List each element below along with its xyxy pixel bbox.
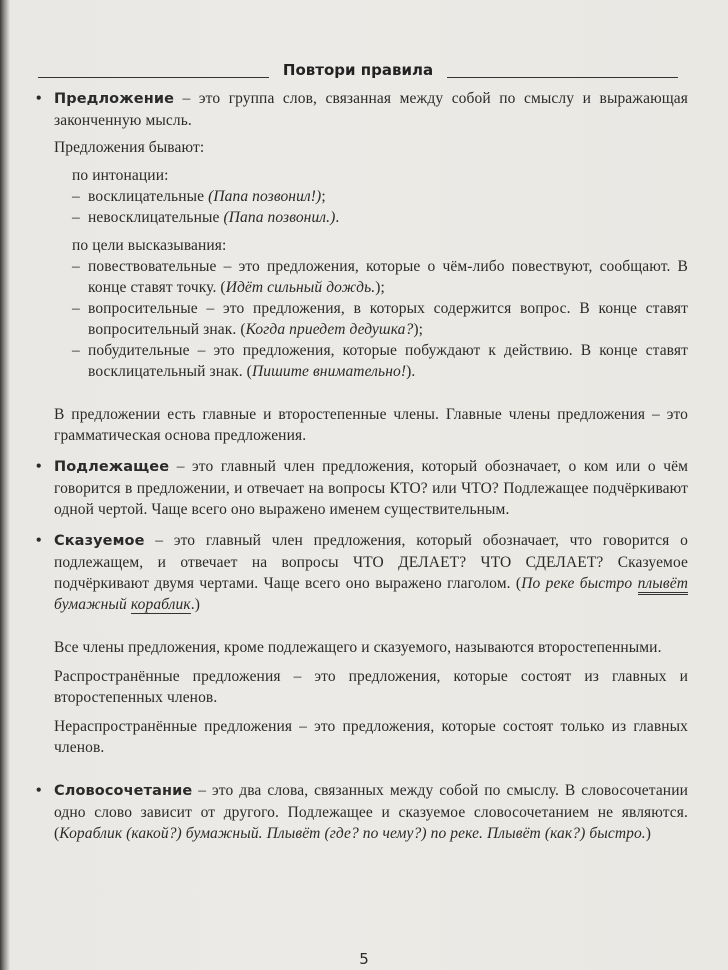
item-exclamatory: – восклицательные (Папа позвонил!); [72, 188, 326, 205]
example-interrogative: Когда приедет дедушка? [245, 321, 414, 338]
definition-sentence: – это группа слов, связанная между собой по смыслу и выражающая законченную мысль. [54, 90, 688, 129]
example-imperative: Пишите внимательно! [251, 363, 407, 380]
example-exclamatory: (Папа позвонил!) [208, 188, 322, 205]
header-rule-right [447, 77, 678, 78]
sentence-kinds: Предложения бывают: [54, 139, 205, 156]
bullet-icon: • [36, 782, 42, 799]
term-sentence: Предложение [54, 91, 175, 107]
item-imperative: – побудительные – это предложения, которые побуждают к действию. В конце ставят восклицательный знак. (Пишите внимательно!). [72, 342, 688, 380]
rule-predicate: • Сказуемое – это главный член предложения, который обозначает, что говорится о подлежащем, и отвечает на вопросы ЧТО ДЕЛАЕТ? ЧТО СДЕЛАЕТ? Сказуемое подчёркивают двумя чертами. Чаще всего оно выражено глаголом. (По реке быстро плывёт бумажный кораблик.) [36, 532, 688, 613]
page-number: 5 [359, 950, 369, 968]
dash-mark: – [72, 258, 80, 275]
term-predicate: Сказуемое [54, 533, 145, 549]
bullet-icon: • [36, 458, 42, 475]
term-word-combination: Словосочетание [54, 783, 193, 799]
paragraph-main-members: В предложении есть главные и второстепенные члены. Главные члены предложения – это грамматическая основа предложения. [54, 406, 688, 444]
by-intonation-heading: по интонации: [72, 167, 169, 184]
bullet-icon: • [36, 90, 42, 107]
term-subject: Подлежащее [54, 459, 170, 475]
section-title: Повтори правила [282, 61, 434, 79]
example-nonexclamatory: (Папа позвонил.) [223, 209, 336, 226]
rules-content [36, 88, 688, 844]
item-interrogative: – вопросительные – это предложения, в которых содержится вопрос. В конце ставят вопросительный знак. (Когда приедет дедушка?); [72, 300, 688, 338]
rule-sentence [36, 88, 688, 131]
paragraph-extended-sentences: Распространённые предложения – это предложения, которые состоят из главных и второстепенных членов. [54, 668, 688, 706]
rule-subject [36, 456, 688, 520]
dash-mark: – [72, 300, 80, 317]
definition-word-combination: – это два слова, связанных между собой по смыслу. В словосочетании одно слово зависит от другого. Подлежащее и сказуемое словосочетанием не являются. ( [54, 782, 688, 842]
paragraph-secondary-members: Все члены предложения, кроме подлежащего и сказуемого, называются второстепенными. [54, 639, 662, 656]
section-header [38, 58, 678, 82]
definition-predicate: – это главный член предложения, который обозначает, что говорится о подлежащем, и отвечает на вопросы ЧТО ДЕЛАЕТ? ЧТО СДЕЛАЕТ? Сказуемое подчёркивают двумя чертами. Чаще всего оно выражено глаголом. ( [54, 532, 688, 592]
definition-subject: – это главный член предложения, который обозначает, о ком или о чём говорится в предложении, и отвечает на вопросы КТО? или ЧТО? Подлежащее подчёркивают одной чертой. Чаще всего оно выражено именем существительным. [54, 458, 688, 518]
dash-mark: – [72, 342, 80, 359]
example-word-combination: Кораблик (какой?) бумажный. Плывёт (где? по чему?) по реке. Плывёт (как?) быстро. [59, 825, 646, 842]
item-narrative: – повествовательные – это предложения, которые о чём-либо повествуют, сообщают. В конце ставят точку. (Идёт сильный дождь.); [72, 258, 688, 296]
rule-word-combination: • Словосочетание – это два слова, связанных между собой по смыслу. В словосочетании одно слово зависит от другого. Подлежащее и сказуемое словосочетанием не являются. (Кораблик (какой?) бумажный. Плывёт (где? по чему?) по реке. Плывёт (как?) быстро.) [36, 782, 688, 842]
example-subject-underlined: кораблик [130, 596, 191, 613]
dash-mark: – [72, 188, 80, 205]
example-predicate-underlined: плывёт [638, 575, 688, 595]
paragraph-nonextended-sentences: Нераспространённые предложения – это предложения, которые состоят только из главных членов. [54, 718, 688, 756]
dash-mark: – [72, 209, 80, 226]
by-purpose-heading: по цели высказывания: [72, 237, 227, 254]
item-nonexclamatory: – невосклицательные (Папа позвонил.). [72, 209, 340, 226]
header-rule-left [38, 77, 269, 78]
example-narrative: Идёт сильный дождь. [225, 279, 376, 296]
bullet-icon: • [36, 532, 42, 549]
